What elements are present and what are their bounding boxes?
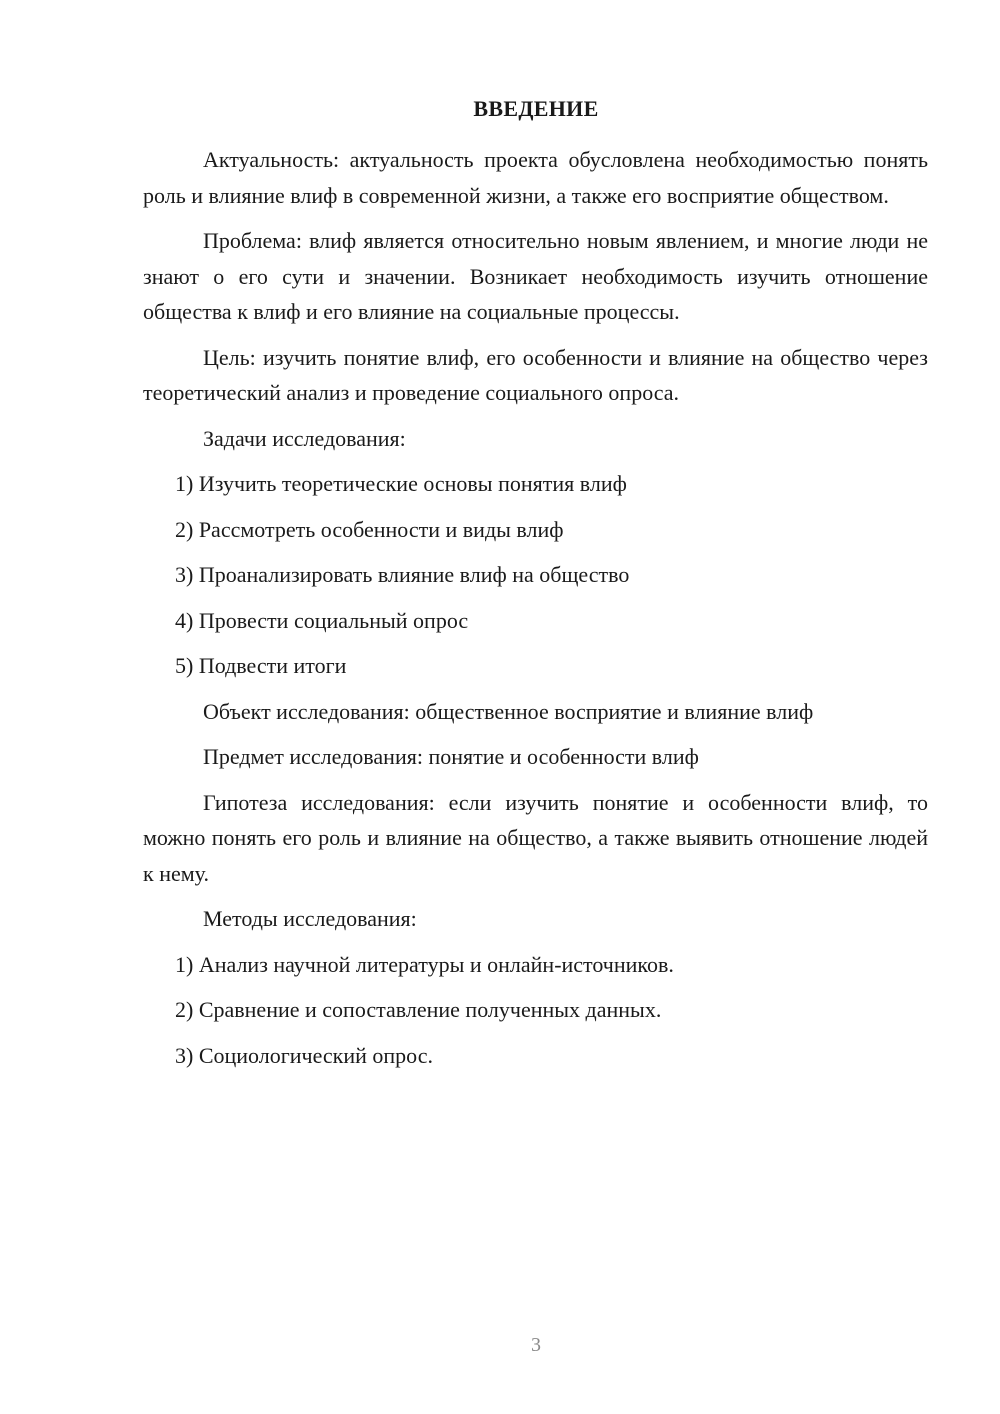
- document-body: [143, 142, 928, 1083]
- subject-paragraph: Предмет исследования: понятие и особенности влиф: [203, 744, 699, 769]
- page-title: ВВЕДЕНИЕ: [473, 96, 599, 121]
- list-item: 4) Провести социальный опрос: [175, 607, 469, 633]
- tasks-list: [143, 466, 928, 684]
- methods-heading: Методы исследования:: [203, 906, 417, 931]
- goal-paragraph: Цель: изучить понятие влиф, его особенности и влияние на общество через теоретический анализ и проведение социального опроса.: [143, 344, 928, 405]
- list-item: 2) Сравнение и сопоставление полученных данных.: [175, 997, 662, 1022]
- list-item: 2) Рассмотреть особенности и виды влиф: [175, 516, 564, 542]
- list-item: 1) Изучить теоретические основы понятия влиф: [175, 471, 627, 496]
- object-paragraph: Объект исследования: общественное восприятие и влияние влиф: [203, 698, 814, 724]
- problem-paragraph: Проблема: влиф является относительно новым явлением, и многие люди не знают о его сути и значении. Возникает необходимость изучить отношение общества к влиф и его влияние на социальные процессы.: [143, 228, 928, 324]
- tasks-heading: Задачи исследования:: [203, 425, 406, 451]
- list-item: 3) Проанализировать влияние влиф на общество: [175, 562, 630, 587]
- methods-list: [143, 947, 928, 1074]
- hypothesis-paragraph: Гипотеза исследования: если изучить понятие и особенности влиф, то можно понять его роль и влияние на общество, а также выявить отношение людей к нему.: [143, 789, 928, 886]
- list-item: 3) Социологический опрос.: [175, 1042, 433, 1068]
- list-item: 1) Анализ научной литературы и онлайн-источников.: [175, 951, 674, 977]
- relevance-paragraph: Актуальность: актуальность проекта обусловлена необходимостью понять роль и влияние влиф в современной жизни, а также его восприятие обществом.: [143, 147, 928, 208]
- list-item: 5) Подвести итоги: [175, 653, 347, 678]
- page-number: 3: [531, 1334, 541, 1356]
